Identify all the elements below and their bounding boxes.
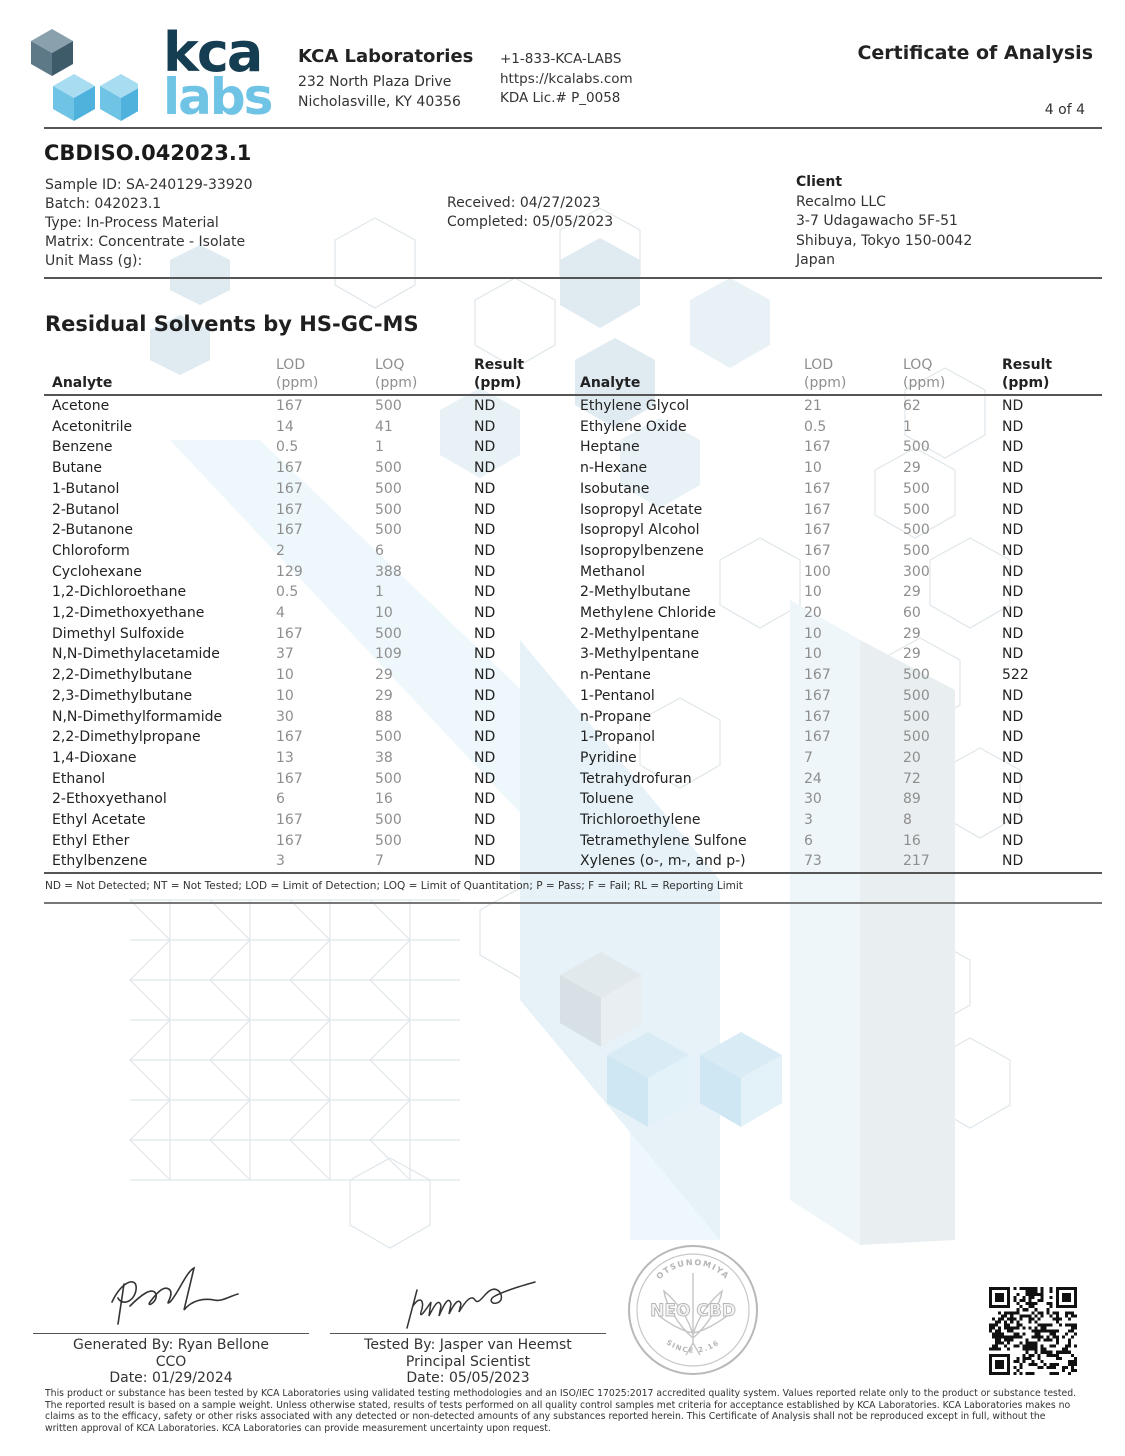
table-row (571, 458, 1102, 479)
lod-cell: 24 (804, 770, 822, 787)
analyte-cell: n-Hexane (580, 460, 648, 477)
loq-cell: 16 (903, 832, 921, 849)
table-row (44, 727, 571, 748)
lab-address (298, 72, 461, 112)
table-row (44, 665, 571, 686)
lod-cell: 30 (276, 708, 294, 725)
analyte-cell: Dimethyl Sulfoxide (52, 625, 185, 642)
loq-cell: 500 (375, 480, 402, 497)
result-cell: ND (1002, 749, 1024, 766)
loq-cell: 1 (375, 439, 384, 456)
col-result: Result (ppm) (1002, 356, 1102, 395)
client-address-line3: Japan (796, 252, 836, 268)
lod-cell: 167 (276, 501, 303, 518)
analyte-cell: Tetrahydrofuran (580, 770, 692, 787)
analyte-cell: Isobutane (580, 480, 650, 497)
table-row (571, 500, 1102, 521)
analyte-cell: 3-Methylpentane (580, 646, 700, 663)
analyte-cell: 1,4-Dioxane (52, 749, 137, 766)
result-cell: ND (1002, 812, 1024, 829)
lod-cell: 20 (804, 605, 822, 622)
result-cell: ND (474, 708, 496, 725)
analyte-cell: N,N-Dimethylacetamide (52, 646, 220, 663)
page-number: 4 of 4 (1044, 102, 1085, 118)
result-cell: ND (474, 646, 496, 663)
analyte-cell: Tetramethylene Sulfone (580, 832, 747, 849)
result-cell: ND (1002, 729, 1024, 746)
lod-cell: 167 (276, 398, 303, 414)
table-row (44, 562, 571, 583)
result-cell: ND (474, 832, 496, 849)
result-cell: ND (1002, 563, 1024, 580)
sample-code: CBDISO.042023.1 (44, 141, 252, 165)
received-date: Received: 04/27/2023 (447, 195, 601, 211)
table-row (44, 810, 571, 831)
loq-cell: 1 (375, 584, 384, 601)
loq-cell: 300 (903, 563, 930, 580)
table-row (44, 417, 571, 438)
analyte-cell: 2-Methylpentane (580, 625, 700, 642)
client-name: Recalmo LLC (796, 193, 886, 210)
lod-cell: 167 (276, 480, 303, 497)
lod-cell: 6 (276, 791, 285, 808)
result-cell: ND (474, 667, 496, 684)
table-row (44, 789, 571, 810)
sample-id: Sample ID: SA-240129-33920 (45, 177, 253, 193)
sample-type: Type: In-Process Material (45, 215, 219, 231)
loq-cell: 29 (903, 646, 921, 663)
table-row (44, 582, 571, 603)
sample-unit-mass: Unit Mass (g): (45, 253, 143, 269)
analyte-cell: Ethanol (52, 770, 106, 787)
analyte-cell: Heptane (580, 439, 640, 456)
lod-cell: 10 (804, 460, 822, 477)
analyte-cell: n-Propane (580, 708, 652, 725)
table-row (571, 831, 1102, 852)
lod-cell: 167 (276, 812, 303, 829)
loq-cell: 1 (903, 418, 912, 435)
loq-cell: 217 (903, 853, 930, 870)
table-row (44, 520, 571, 541)
sample-batch: Batch: 042023.1 (45, 196, 162, 212)
table-row (44, 500, 571, 521)
analyte-cell: Xylenes (o-, m-, and p-) (580, 853, 746, 870)
table-row (571, 562, 1102, 583)
loq-cell: 29 (375, 667, 393, 684)
table-header-row (44, 356, 571, 395)
signature-ryan-bellone (100, 1262, 250, 1334)
lab-license: KDA Lic.# P_0058 (500, 90, 621, 106)
analyte-cell: Ethyl Acetate (52, 812, 146, 829)
result-cell: ND (474, 522, 496, 539)
loq-cell: 500 (903, 501, 930, 518)
lod-cell: 2 (276, 542, 285, 559)
result-cell: ND (474, 605, 496, 622)
tested-title: Principal Scientist (405, 1353, 531, 1370)
lod-cell: 167 (276, 460, 303, 477)
signature-line-generated (33, 1333, 309, 1334)
table-row (571, 727, 1102, 748)
analyte-cell: 1-Butanol (52, 480, 120, 497)
table-row (44, 437, 571, 458)
table-row (44, 748, 571, 769)
completed-date: Completed: 05/05/2023 (447, 214, 614, 230)
table-row (44, 603, 571, 624)
table-row (571, 395, 1102, 417)
sample-divider (44, 277, 1102, 279)
lab-phone: +1-833-KCA-LABS (500, 51, 622, 67)
client-address-line1: 3-7 Udagawacho 5F-51 (796, 213, 958, 229)
qr-code[interactable] (989, 1287, 1077, 1375)
stamp-center-text: NEO CBD (650, 1301, 736, 1321)
table-row (571, 479, 1102, 500)
col-lod: LOD (ppm) (804, 356, 903, 395)
analyte-cell: Methanol (580, 563, 645, 580)
lod-cell: 10 (804, 625, 822, 642)
residual-solvents-table-left (44, 356, 571, 872)
client-address-line2: Shibuya, Tokyo 150-0042 (796, 232, 973, 249)
result-cell: ND (1002, 708, 1024, 725)
loq-cell: 500 (903, 542, 930, 559)
lab-address-line1: 232 North Plaza Drive (298, 74, 452, 90)
lod-cell: 167 (804, 687, 831, 704)
lod-cell: 3 (804, 812, 813, 829)
lod-cell: 4 (276, 605, 285, 622)
col-analyte: Analyte (44, 356, 276, 395)
table-bottom-rule (44, 872, 1102, 874)
lod-cell: 10 (276, 667, 294, 684)
table-row (571, 769, 1102, 790)
loq-cell: 29 (903, 584, 921, 601)
result-cell: ND (474, 812, 496, 829)
table-header-row (571, 356, 1102, 395)
analyte-cell: Benzene (52, 439, 113, 456)
result-cell: ND (1002, 625, 1024, 642)
result-cell: ND (1002, 439, 1024, 456)
lod-cell: 0.5 (276, 439, 299, 456)
result-cell: ND (1002, 791, 1024, 808)
logo-word-kca: kca (163, 21, 262, 84)
client-block (796, 173, 972, 271)
analyte-cell: 1,2-Dichloroethane (52, 584, 187, 601)
result-cell: ND (474, 460, 496, 477)
generated-title: CCO (155, 1353, 187, 1370)
loq-cell: 500 (903, 729, 930, 746)
analyte-cell: 2,2-Dimethylbutane (52, 667, 193, 684)
analyte-cell: 2,3-Dimethylbutane (52, 687, 193, 704)
lod-cell: 10 (804, 646, 822, 663)
table-row (571, 603, 1102, 624)
col-loq: LOQ (ppm) (903, 356, 1002, 395)
lod-cell: 167 (276, 770, 303, 787)
table-row (44, 686, 571, 707)
col-analyte: Analyte (571, 356, 804, 395)
loq-cell: 500 (375, 729, 402, 746)
loq-cell: 10 (375, 605, 393, 622)
loq-cell: 109 (375, 646, 402, 663)
table-row (44, 541, 571, 562)
loq-cell: 62 (903, 398, 921, 414)
sample-matrix: Matrix: Concentrate - Isolate (45, 234, 246, 250)
analyte-cell: Acetone (52, 398, 110, 414)
loq-cell: 7 (375, 853, 384, 870)
loq-cell: 500 (375, 460, 402, 477)
loq-cell: 60 (903, 605, 921, 622)
table-row (571, 541, 1102, 562)
loq-cell: 388 (375, 563, 402, 580)
lod-cell: 0.5 (276, 584, 299, 601)
result-cell: ND (474, 853, 496, 870)
loq-cell: 500 (903, 667, 930, 684)
table-row (44, 644, 571, 665)
generated-by: Generated By: Ryan Bellone (73, 1337, 269, 1353)
lab-address-line2: Nicholasville, KY 40356 (298, 94, 461, 110)
generated-date: Date: 01/29/2024 (109, 1370, 233, 1386)
lod-cell: 167 (804, 708, 831, 725)
result-cell: ND (1002, 605, 1024, 622)
result-cell: ND (474, 439, 496, 456)
signature-line-tested (330, 1333, 606, 1334)
table-row (571, 851, 1102, 872)
analyte-cell: Ethylbenzene (52, 853, 148, 870)
loq-cell: 500 (903, 687, 930, 704)
stamp-bottom-text: SINCE 2.16 (664, 1338, 722, 1355)
lod-cell: 10 (276, 687, 294, 704)
analyte-cell: 2-Butanol (52, 501, 120, 518)
table-row (44, 458, 571, 479)
lod-cell: 167 (276, 522, 303, 539)
result-cell: ND (1002, 522, 1024, 539)
lod-cell: 129 (276, 563, 303, 580)
table-row (44, 479, 571, 500)
table-row (571, 686, 1102, 707)
col-loq: LOQ (ppm) (375, 356, 474, 395)
result-cell: ND (1002, 501, 1024, 518)
lod-cell: 167 (804, 439, 831, 456)
loq-cell: 500 (903, 522, 930, 539)
abbreviations-footnote: ND = Not Detected; NT = Not Tested; LOD = Limit of Detection; LOQ = Limit of Quantitation; P = Pass; F = Fail; RL = Reporting Limit (45, 880, 743, 892)
lod-cell: 167 (804, 542, 831, 559)
lod-cell: 10 (804, 584, 822, 601)
loq-cell: 29 (375, 687, 393, 704)
client-label: Client (796, 174, 843, 190)
generated-by-block (33, 1337, 309, 1387)
analyte-cell: Acetonitrile (52, 418, 133, 435)
tested-by: Tested By: Jasper van Heemst (364, 1337, 572, 1353)
lod-cell: 167 (804, 667, 831, 684)
stamp-top-text: OTSUNOMIYA (654, 1257, 732, 1282)
table-row (571, 707, 1102, 728)
table-row (571, 417, 1102, 438)
result-cell: ND (1002, 460, 1024, 477)
result-cell: ND (1002, 646, 1024, 663)
loq-cell: 16 (375, 791, 393, 808)
lod-cell: 37 (276, 646, 294, 663)
result-cell: ND (474, 480, 496, 497)
result-cell: ND (474, 501, 496, 518)
lod-cell: 73 (804, 853, 822, 870)
lod-cell: 167 (276, 729, 303, 746)
result-cell: ND (1002, 853, 1024, 870)
loq-cell: 29 (903, 625, 921, 642)
table-row (44, 624, 571, 645)
loq-cell: 500 (375, 812, 402, 829)
analyte-cell: Trichloroethylene (580, 812, 701, 829)
footnote-divider (44, 902, 1102, 904)
table-row (571, 810, 1102, 831)
loq-cell: 500 (375, 832, 402, 849)
lod-cell: 14 (276, 418, 294, 435)
analyte-cell: Isopropylbenzene (580, 542, 704, 559)
analyte-cell: 2-Ethoxyethanol (52, 791, 167, 808)
loq-cell: 500 (375, 398, 402, 414)
loq-cell: 29 (903, 460, 921, 477)
result-cell: ND (474, 542, 496, 559)
analyte-cell: Ethyl Ether (52, 832, 130, 849)
lod-cell: 167 (276, 832, 303, 849)
result-cell: ND (474, 729, 496, 746)
result-cell: ND (1002, 418, 1024, 435)
table-row (571, 748, 1102, 769)
analyte-cell: Ethylene Glycol (580, 398, 690, 414)
kca-labs-logo (28, 21, 273, 126)
lod-cell: 13 (276, 749, 294, 766)
result-cell: ND (1002, 584, 1024, 601)
result-cell: ND (474, 791, 496, 808)
lod-cell: 167 (804, 522, 831, 539)
tested-by-block (330, 1337, 606, 1387)
loq-cell: 500 (375, 522, 402, 539)
table-row (571, 582, 1102, 603)
analyte-cell: Toluene (580, 791, 634, 808)
lod-cell: 0.5 (804, 418, 827, 435)
analyte-cell: 2-Methylbutane (580, 584, 691, 601)
analyte-cell: N,N-Dimethylformamide (52, 708, 223, 725)
loq-cell: 38 (375, 749, 393, 766)
analyte-cell: Pyridine (580, 749, 637, 766)
loq-cell: 500 (375, 770, 402, 787)
result-cell: ND (474, 584, 496, 601)
analyte-cell: 1-Propanol (580, 729, 655, 746)
col-lod: LOD (ppm) (276, 356, 375, 395)
loq-cell: 500 (375, 625, 402, 642)
neo-cbd-stamp (626, 1243, 760, 1377)
loq-cell: 88 (375, 708, 393, 725)
disclaimer: This product or substance has been tested by KCA Laboratories using validated testing methodologies and an ISO/IEC 17025:2017 accredited quality system. Values reported relate only to the product or substance tested. The reported result is based on a sample weight. Unless otherwise stated, results of tests performed on all quality control samples met criteria for acceptance established by KCA Laboratories. KCA Laboratories makes no claims as to the efficacy, safety or other risks associated with any detected or non-detected amounts of any substances reported herein. This Certificate of Analysis shall not be reproduced except in full, without the written approval of KCA Laboratories. KCA Laboratories can provide measurement uncertainty upon request. (45, 1388, 1077, 1434)
loq-cell: 89 (903, 791, 921, 808)
result-cell: ND (1002, 832, 1024, 849)
header-divider (44, 127, 1102, 129)
table-row (571, 665, 1102, 686)
result-cell: 522 (1002, 667, 1029, 684)
lod-cell: 6 (804, 832, 813, 849)
analyte-cell: Methylene Chloride (580, 605, 717, 622)
result-cell: ND (474, 625, 496, 642)
lod-cell: 167 (804, 501, 831, 518)
table-row (571, 644, 1102, 665)
table-row (44, 831, 571, 852)
loq-cell: 500 (903, 480, 930, 497)
lod-cell: 167 (804, 480, 831, 497)
logo-word-labs: labs (163, 68, 272, 126)
analyte-cell: 2-Butanone (52, 522, 133, 539)
table-row (571, 520, 1102, 541)
lod-cell: 30 (804, 791, 822, 808)
sample-dates (447, 194, 613, 232)
loq-cell: 41 (375, 418, 393, 435)
lab-website[interactable]: https://kcalabs.com (500, 70, 633, 87)
table-row (44, 769, 571, 790)
table-row (571, 437, 1102, 458)
result-cell: ND (474, 398, 496, 414)
lab-name: KCA Laboratories (298, 46, 474, 67)
analyte-cell: Chloroform (52, 542, 130, 559)
lab-contact (500, 50, 633, 109)
analyte-cell: Isopropyl Alcohol (580, 522, 700, 539)
analyte-cell: Isopropyl Acetate (580, 501, 703, 518)
loq-cell: 72 (903, 770, 921, 787)
lod-cell: 167 (276, 625, 303, 642)
analyte-cell: Cyclohexane (52, 563, 142, 580)
result-cell: ND (474, 749, 496, 766)
loq-cell: 500 (903, 708, 930, 725)
loq-cell: 20 (903, 749, 921, 766)
analyte-cell: Butane (52, 460, 103, 477)
loq-cell: 500 (903, 439, 930, 456)
residual-solvents-table-right (571, 356, 1102, 872)
analyte-cell: 1-Pentanol (580, 687, 655, 704)
lod-cell: 167 (804, 729, 831, 746)
result-cell: ND (1002, 770, 1024, 787)
tested-date: Date: 05/05/2023 (406, 1370, 530, 1386)
lod-cell: 100 (804, 563, 831, 580)
col-result: Result (ppm) (474, 356, 571, 395)
table-row (44, 395, 571, 417)
result-cell: ND (474, 687, 496, 704)
certificate-title: Certificate of Analysis (857, 42, 1093, 64)
analyte-cell: n-Pentane (580, 667, 651, 684)
table-row (44, 851, 571, 872)
loq-cell: 500 (375, 501, 402, 518)
table-row (571, 789, 1102, 810)
table-row (571, 624, 1102, 645)
analyte-cell: 1,2-Dimethoxyethane (52, 605, 205, 622)
result-cell: ND (1002, 687, 1024, 704)
table-row (44, 707, 571, 728)
result-cell: ND (1002, 480, 1024, 497)
analyte-cell: Ethylene Oxide (580, 418, 687, 435)
loq-cell: 8 (903, 812, 912, 829)
lod-cell: 3 (276, 853, 285, 870)
result-cell: ND (1002, 398, 1024, 414)
result-cell: ND (474, 418, 496, 435)
analyte-cell: 2,2-Dimethylpropane (52, 729, 201, 746)
signature-jasper-van-heemst (395, 1272, 545, 1334)
sample-info (45, 176, 253, 271)
loq-cell: 6 (375, 542, 384, 559)
lod-cell: 21 (804, 398, 822, 414)
cubes-logo-icon (28, 26, 138, 121)
result-cell: ND (1002, 542, 1024, 559)
result-cell: ND (474, 563, 496, 580)
section-title: Residual Solvents by HS-GC-MS (45, 312, 419, 336)
lod-cell: 7 (804, 749, 813, 766)
result-cell: ND (474, 770, 496, 787)
